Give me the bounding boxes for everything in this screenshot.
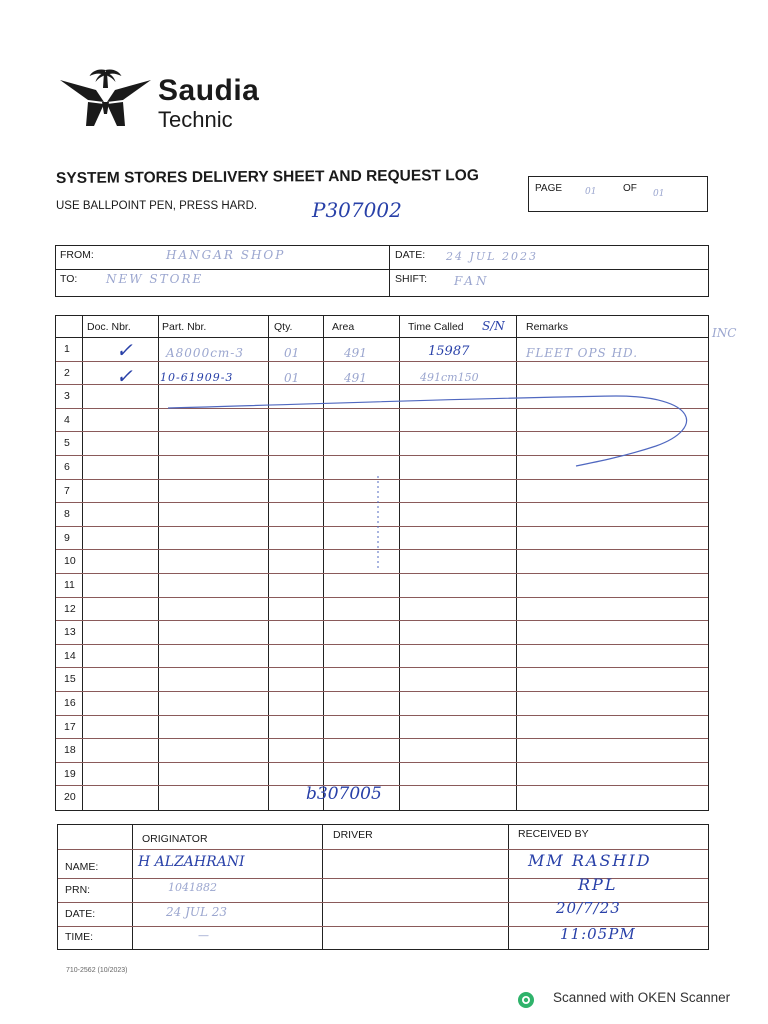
originator-name: H ALZAHRANI — [138, 854, 245, 870]
brand-subname: Technic — [158, 107, 233, 132]
shift-value: FAN — [454, 274, 490, 288]
row2-qty: 01 — [284, 371, 300, 385]
row-number: 7 — [64, 484, 70, 497]
from-value: HANGAR SHOP — [166, 248, 286, 262]
row-number: 20 — [64, 791, 76, 804]
name-label: NAME: — [65, 861, 99, 873]
col-part-nbr: Part. Nbr. — [162, 321, 207, 333]
row-number: 18 — [64, 744, 76, 757]
page-box — [528, 176, 708, 212]
scanner-logo-icon — [517, 991, 535, 1009]
row-number: 4 — [64, 413, 70, 426]
received-by-label: RECEIVED BY — [518, 828, 589, 840]
row-number: 10 — [64, 555, 76, 568]
row-number: 1 — [64, 343, 70, 355]
row-number: 15 — [64, 673, 76, 686]
row-number: 17 — [64, 720, 76, 733]
request-log-table — [55, 315, 709, 811]
row-number: 16 — [64, 697, 76, 709]
row-number: 19 — [64, 767, 76, 780]
reference-number: P307002 — [312, 198, 402, 222]
row-number: 13 — [64, 626, 76, 639]
row1-time: 15987 — [428, 344, 470, 359]
row-number: 9 — [64, 531, 70, 544]
table-footer-note: b307005 — [306, 784, 382, 804]
row-number: 3 — [64, 390, 70, 403]
of-label: OF — [623, 183, 637, 194]
row1-area: 491 — [344, 346, 367, 360]
driver-label: DRIVER — [333, 829, 373, 841]
brand-name: Saudia — [158, 74, 260, 107]
page-value: 01 — [585, 187, 597, 197]
prn-label: PRN: — [65, 884, 91, 896]
page-label: PAGE — [535, 183, 563, 194]
time-called-sn-note: S/N — [482, 319, 505, 333]
col-doc-nbr: Doc. Nbr. — [87, 321, 131, 333]
row-number: 2 — [64, 366, 70, 379]
form-number: 710-2562 (10/2023) — [66, 967, 128, 974]
row-number: 8 — [64, 508, 70, 521]
originator-date: 24 JUL 23 — [166, 905, 228, 919]
date-value: 24 JUL 2023 — [446, 250, 538, 263]
of-value: 01 — [653, 189, 665, 199]
row2-doc: ✓ — [116, 364, 133, 388]
received-name: MM RASHID — [528, 851, 652, 870]
time-sig-label: TIME: — [65, 931, 93, 943]
from-to-box — [55, 245, 709, 297]
originator-prn: 1041882 — [168, 881, 217, 894]
from-label: FROM: — [60, 249, 94, 261]
row2-part: 10-61909-3 — [160, 371, 234, 384]
row-number: 6 — [64, 461, 70, 473]
row2-area: 491 — [344, 371, 367, 385]
originator-time: — — [198, 929, 209, 942]
date-label: DATE: — [395, 249, 426, 261]
col-time-called: Time Called — [408, 321, 464, 333]
shift-label: SHIFT: — [395, 273, 428, 285]
cancel-stroke-icon — [56, 316, 710, 812]
row-number: 11 — [64, 579, 75, 591]
signature-box — [57, 824, 709, 950]
col-remarks: Remarks — [526, 321, 569, 333]
date-sig-label: DATE: — [65, 908, 96, 920]
received-time: 11:05PM — [560, 925, 636, 943]
row-number: 12 — [64, 602, 76, 615]
col-qty: Qty. — [274, 321, 293, 333]
row2-time: 491cm150 — [420, 371, 479, 384]
received-date: 20/7/23 — [556, 899, 621, 917]
margin-note: INC — [712, 326, 737, 340]
form-instruction: USE BALLPOINT PEN, PRESS HARD. — [56, 200, 258, 212]
col-area: Area — [332, 321, 355, 333]
originator-label: ORIGINATOR — [142, 833, 208, 845]
scanner-watermark: Scanned with OKEN Scanner — [553, 990, 731, 1005]
form-title: SYSTEM STORES DELIVERY SHEET AND REQUEST LOG — [55, 167, 479, 187]
row1-qty: 01 — [284, 346, 300, 360]
row1-doc: ✓ — [116, 338, 133, 362]
to-value: NEW STORE — [106, 272, 204, 286]
row-number: 14 — [64, 649, 76, 662]
row1-part: A8000cm-3 — [166, 346, 244, 360]
row1-remarks: FLEET OPS HD. — [526, 346, 639, 360]
received-prn: RPL — [578, 875, 618, 894]
row-number: 5 — [64, 437, 70, 450]
to-label: TO: — [60, 273, 78, 285]
